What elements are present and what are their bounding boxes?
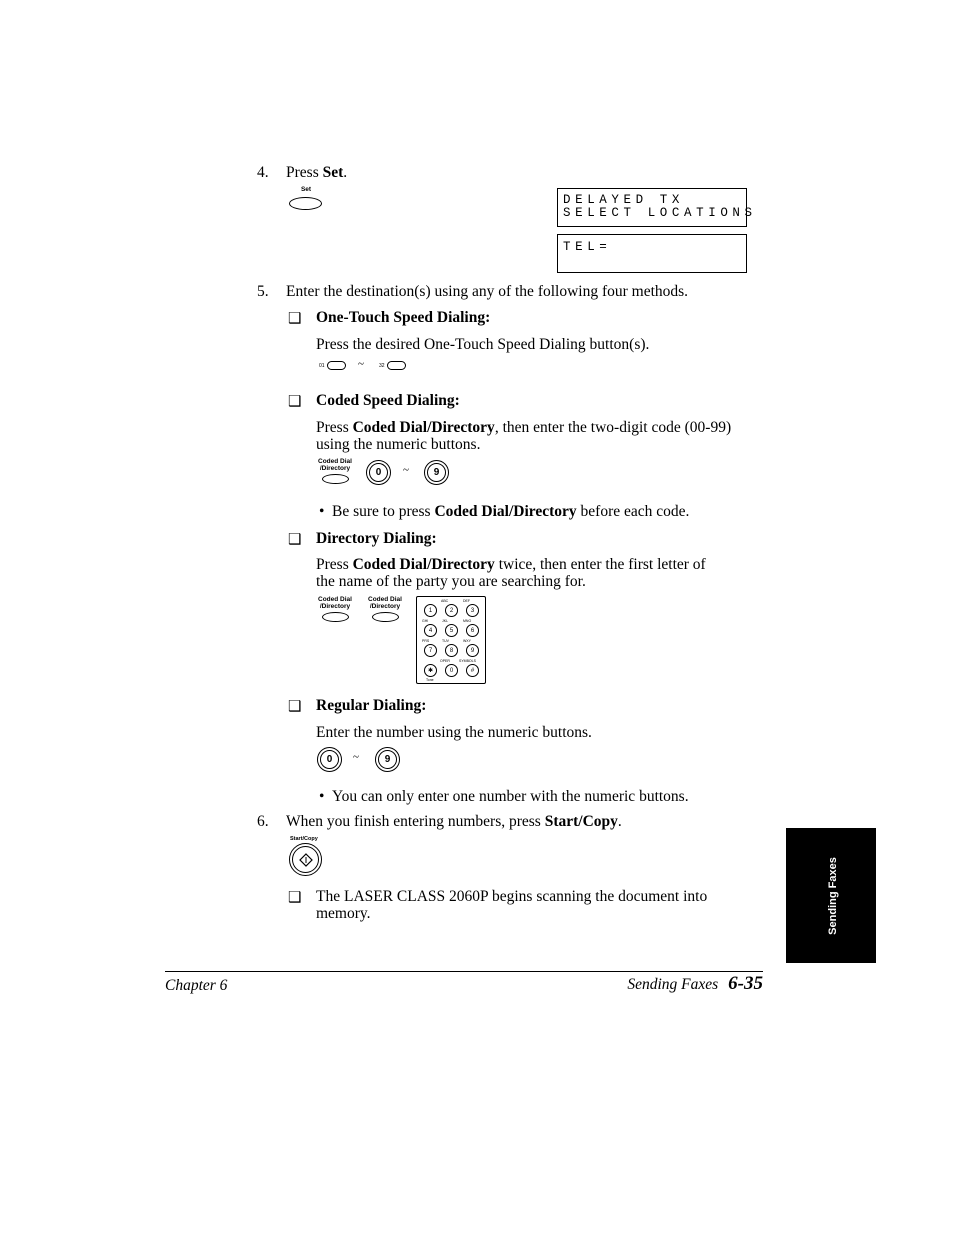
footer-chapter: Chapter 6 <box>165 977 228 994</box>
regular-heading: Regular Dialing: <box>316 697 427 714</box>
keypad-key: 2 <box>445 604 458 617</box>
numeric-9-button-icon: 9 <box>424 460 449 485</box>
coded-dial-button-label: Coded Dial /Directory <box>318 596 352 610</box>
set-button-icon <box>289 197 322 210</box>
keypad-key: 8 <box>445 644 458 657</box>
checkbox-icon: ❑ <box>288 890 302 906</box>
footer-right <box>627 973 763 995</box>
lcd-line: DELAYED TX <box>563 193 685 207</box>
checkbox-icon: ❑ <box>288 394 302 410</box>
keypad-key: 0 <box>445 664 458 677</box>
keypad-key: 3 <box>466 604 479 617</box>
tilde: ~ <box>358 358 364 370</box>
footer-section: Sending Faxes <box>627 976 719 993</box>
lcd-display-2 <box>557 234 747 273</box>
one-touch-button-icon <box>387 361 406 370</box>
keypad-letters: WXY <box>463 639 471 643</box>
coded-dial-button-icon <box>322 474 349 484</box>
side-tab-label: Sending Faxes <box>826 856 839 935</box>
keypad-key: 6 <box>466 624 479 637</box>
checkbox-icon: ❑ <box>288 311 302 327</box>
start-diamond-icon <box>299 853 313 867</box>
set-button-label: Set <box>300 186 312 193</box>
coded-dial-button-label: Coded Dial /Directory <box>368 596 402 610</box>
coded-desc-line2: using the numeric buttons. <box>316 436 481 453</box>
keypad-key: 4 <box>424 624 437 637</box>
numeric-keypad-icon <box>416 596 486 684</box>
keypad-letters: ABC <box>441 599 449 603</box>
coded-dial-button-label: Coded Dial /Directory <box>318 458 352 472</box>
one-touch-desc: Press the desired One-Touch Speed Dialing button(s). <box>316 336 650 353</box>
numeric-0-button-icon: 0 <box>317 747 342 772</box>
coded-desc-line1: Press Coded Dial/Directory, then enter the two-digit code (00-99) <box>316 419 732 436</box>
step-4-number: 4. <box>257 164 269 181</box>
coded-heading: Coded Speed Dialing: <box>316 392 460 409</box>
step-5-text: Enter the destination(s) using any of the following four methods. <box>286 283 689 300</box>
step-4-text: Press Set. <box>286 164 348 181</box>
one-touch-32-label: 32 <box>379 363 385 369</box>
tilde: ~ <box>403 464 409 476</box>
coded-bullet-text: Be sure to press Coded Dial/Directory before each code. <box>332 503 690 520</box>
directory-desc-line1: Press Coded Dial/Directory twice, then enter the first letter of <box>316 556 706 573</box>
keypad-letters: DEF <box>463 599 470 603</box>
lcd-line: SELECT LOCATIONS <box>563 206 757 220</box>
keypad-letters: GHI <box>422 619 429 623</box>
keypad-letters: JKL <box>442 619 449 623</box>
start-copy-button-label: Start/Copy <box>290 836 318 842</box>
one-touch-01-label: 01 <box>319 363 325 369</box>
scan-text-line1: The LASER CLASS 2060P begins scanning the document into <box>316 888 708 905</box>
keypad-key: 1 <box>424 604 437 617</box>
keypad-letters: SYMBOLS <box>459 659 476 663</box>
checkbox-icon: ❑ <box>288 699 302 715</box>
scan-text-line2: memory. <box>316 905 371 922</box>
tilde: ~ <box>353 751 359 763</box>
bullet-icon: • <box>319 788 325 805</box>
checkbox-icon: ❑ <box>288 532 302 548</box>
directory-heading: Directory Dialing: <box>316 530 437 547</box>
lcd-display-1 <box>557 188 757 227</box>
keypad-key: # <box>466 664 479 677</box>
bullet-icon: • <box>319 503 325 520</box>
step-6-number: 6. <box>257 813 269 830</box>
keypad-letters: OPER <box>440 659 450 663</box>
lcd-line: TEL= <box>563 240 612 254</box>
regular-desc: Enter the number using the numeric buttons. <box>316 724 592 741</box>
keypad-key: ✱ <box>424 664 437 677</box>
coded-dial-button-icon <box>372 612 399 622</box>
numeric-0-button-icon: 0 <box>366 460 391 485</box>
step-5-number: 5. <box>257 283 269 300</box>
directory-desc-line2: the name of the party you are searching for. <box>316 573 586 590</box>
section-side-tab <box>786 828 876 963</box>
keypad-key: 5 <box>445 624 458 637</box>
regular-bullet-text: You can only enter one number with the numeric buttons. <box>332 788 689 805</box>
one-touch-heading: One-Touch Speed Dialing: <box>316 309 491 326</box>
keypad-letters: PRS <box>422 639 430 643</box>
footer-rule <box>165 971 763 972</box>
coded-dial-button-icon <box>322 612 349 622</box>
keypad-key: 7 <box>424 644 437 657</box>
keypad-letters: TUV <box>442 639 449 643</box>
keypad-letters: Tone <box>426 678 434 682</box>
one-touch-button-icon <box>327 361 346 370</box>
page-number: 6-35 <box>728 973 763 994</box>
numeric-9-button-icon: 9 <box>375 747 400 772</box>
start-copy-button-icon <box>289 843 322 876</box>
step-6-text: When you finish entering numbers, press Start/Copy. <box>286 813 622 830</box>
keypad-letters: MNO <box>463 619 472 623</box>
keypad-key: 9 <box>466 644 479 657</box>
